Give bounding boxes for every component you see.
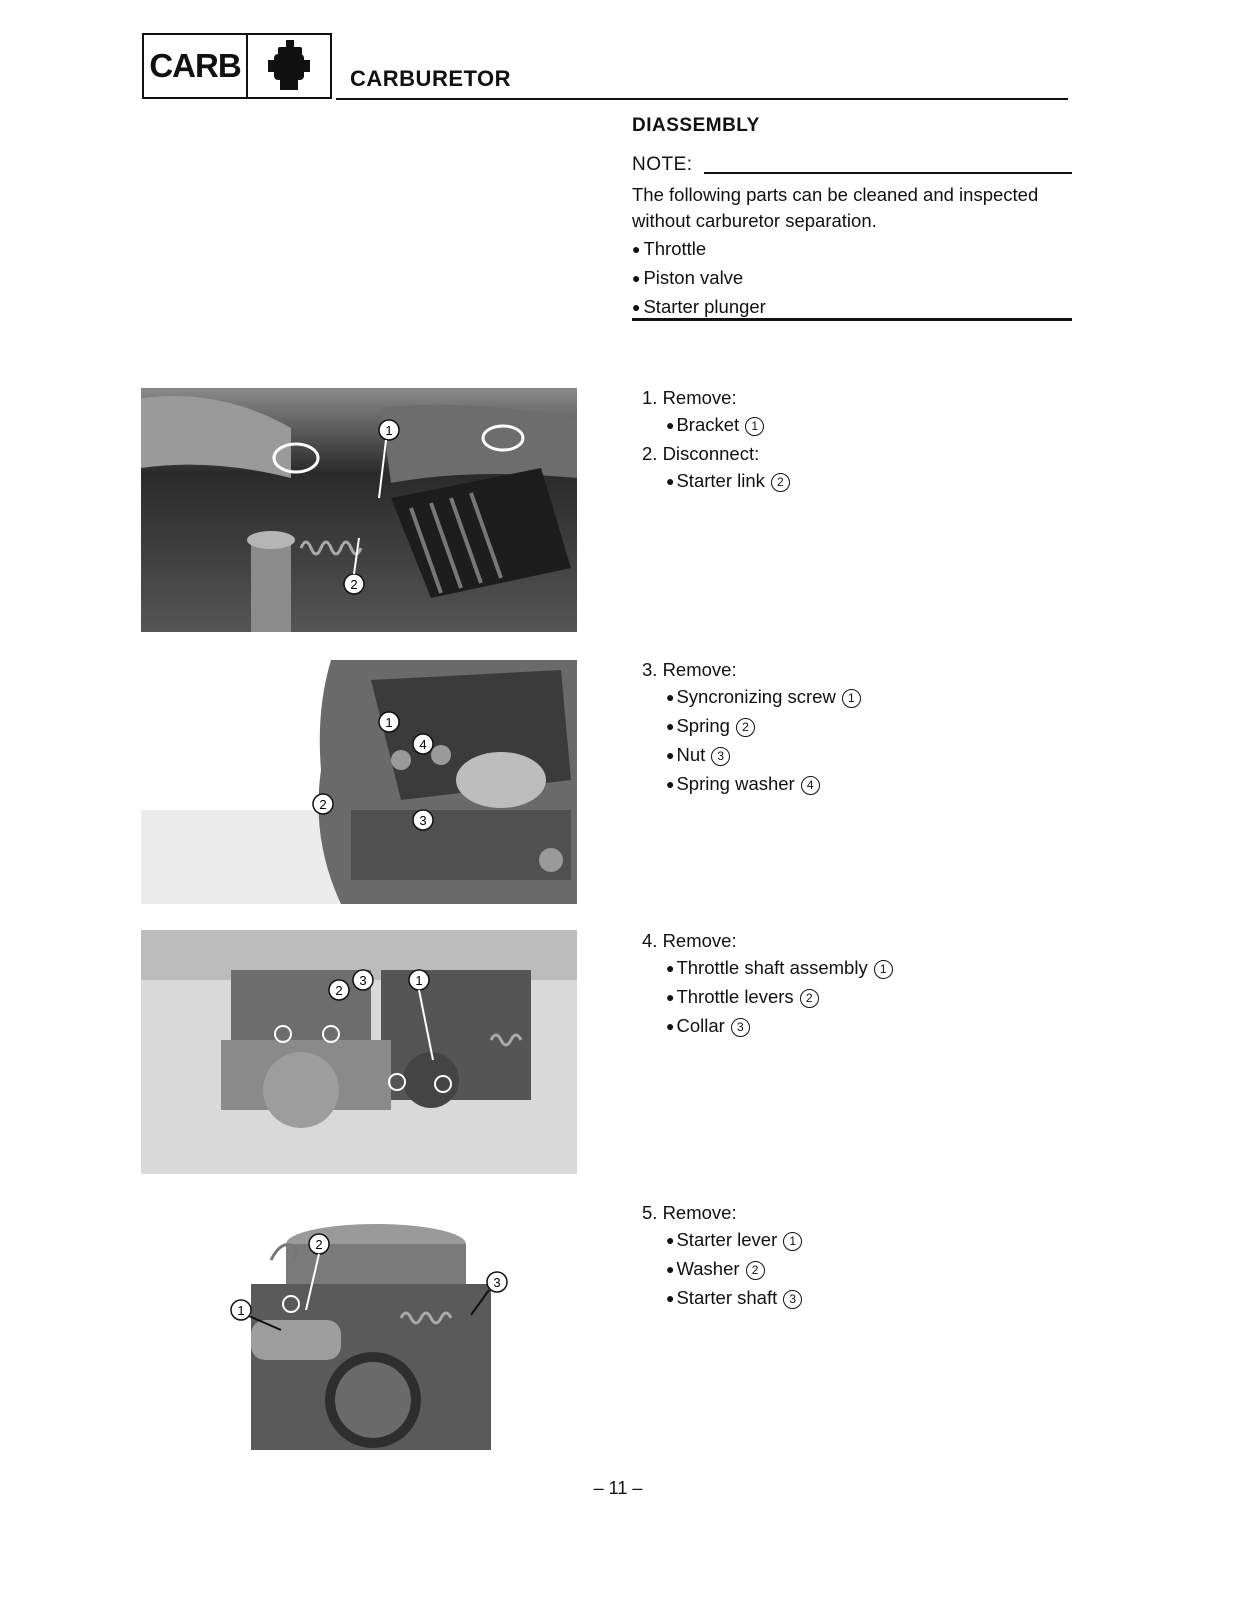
- step-heading: 5. Remove:: [642, 1202, 737, 1223]
- photo-sync-screw: [141, 660, 577, 904]
- note-item: ● Throttle: [632, 235, 766, 264]
- header-rule: [336, 98, 1068, 100]
- photo-starter-lever: [141, 1200, 577, 1450]
- callout-marker: 3: [731, 1018, 750, 1037]
- step-item: ● Spring washer 4: [642, 770, 861, 799]
- callout-marker: 1: [842, 689, 861, 708]
- step-item: ● Collar 3: [642, 1012, 893, 1041]
- page-number: – 11 –: [593, 1478, 643, 1498]
- photo-callout: 3: [419, 813, 427, 828]
- step-block-1: [642, 384, 790, 496]
- photo-callout: 1: [415, 973, 423, 988]
- section-code: CARB: [144, 35, 248, 97]
- step-heading: 3. Remove:: [642, 659, 737, 680]
- carburetor-icon: [248, 35, 330, 97]
- step-item: ● Starter lever 1: [642, 1226, 802, 1255]
- photo-throttle-shaft: [141, 930, 577, 1174]
- step-item: ● Throttle shaft assembly 1: [642, 954, 893, 983]
- photo-callout: 1: [385, 423, 393, 438]
- callout-marker: 3: [783, 1290, 802, 1309]
- step-item: ● Throttle levers 2: [642, 983, 893, 1012]
- callout-marker: 1: [783, 1232, 802, 1251]
- step-block-3: [642, 656, 861, 799]
- callout-marker: 4: [801, 776, 820, 795]
- step-item: ● Nut 3: [642, 741, 861, 770]
- step-block-5: [642, 1199, 802, 1313]
- step-heading: 1. Remove:: [642, 387, 737, 408]
- photo-callout: 2: [315, 1237, 323, 1252]
- step-block-4: [642, 927, 893, 1041]
- photo-callout: 4: [419, 737, 427, 752]
- step-item: ● Washer 2: [642, 1255, 802, 1284]
- step-item: ● Starter link 2: [642, 467, 790, 496]
- callout-marker: 2: [800, 989, 819, 1008]
- step-heading: 4. Remove:: [642, 930, 737, 951]
- step-item: ● Spring 2: [642, 712, 861, 741]
- note-end-rule: [632, 318, 1072, 321]
- note-list: [632, 235, 766, 322]
- note-item: ● Piston valve: [632, 264, 766, 293]
- step-item: ● Starter shaft 3: [642, 1284, 802, 1313]
- callout-marker: 2: [736, 718, 755, 737]
- photo-callout: 3: [493, 1275, 501, 1290]
- callout-marker: 3: [711, 747, 730, 766]
- section-tab: [142, 33, 332, 99]
- photo-callout: 2: [335, 983, 343, 998]
- step-item: ● Bracket 1: [642, 411, 790, 440]
- photo-callout: 2: [319, 797, 327, 812]
- photo-callout: 1: [385, 715, 393, 730]
- photo-callout: 3: [359, 973, 367, 988]
- note-rule: [704, 172, 1072, 174]
- callout-marker: 1: [745, 417, 764, 436]
- callout-marker: 2: [771, 473, 790, 492]
- note-label: NOTE:: [632, 154, 693, 175]
- note-item: ● Starter plunger: [632, 293, 766, 322]
- photo-callout: 2: [350, 577, 358, 592]
- note-text: The following parts can be cleaned and inspected without carburetor separation.: [632, 184, 1039, 231]
- photo-bracket-starter-link: [141, 388, 577, 632]
- section-title: DIASSEMBLY: [632, 115, 760, 136]
- callout-marker: 2: [746, 1261, 765, 1280]
- step-item: ● Syncronizing screw 1: [642, 683, 861, 712]
- photo-callout: 1: [237, 1303, 245, 1318]
- step-heading: 2. Disconnect:: [642, 443, 760, 464]
- page-title: CARBURETOR: [350, 66, 512, 91]
- callout-marker: 1: [874, 960, 893, 979]
